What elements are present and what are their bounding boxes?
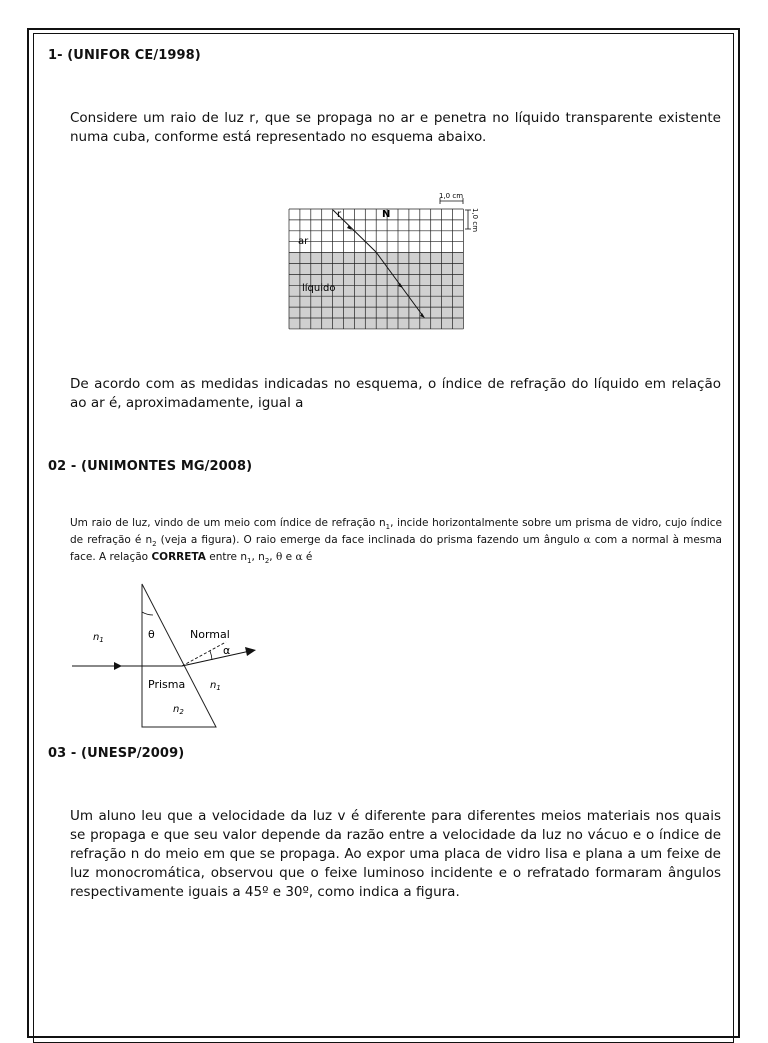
alpha-arc	[210, 651, 212, 660]
normal-label: N	[382, 209, 391, 220]
q1-heading: 1- (UNIFOR CE/1998)	[48, 48, 201, 63]
prisma-label: Prisma	[148, 678, 186, 691]
q1-text: Considere um raio de luz r, que se propaga no ar e penetra no líquido transparente existente numa cuba, conforme está representado no esquema abaixo.	[70, 110, 721, 145]
emergent-arrow	[245, 647, 256, 656]
q1-question: De acordo com as medidas indicadas no esquema, o índice de refração do líquido em relação ao ar é, aproximadamente, igual a	[70, 376, 721, 411]
emergent-ray	[182, 651, 250, 666]
scale-h-label: 1,0 cm	[439, 192, 464, 200]
liquid-label: líquido	[302, 283, 336, 294]
alpha-label: α	[223, 644, 231, 657]
theta-label: θ	[148, 628, 155, 641]
n1-left-label: $n_1$	[93, 632, 104, 644]
normal-text: Normal	[190, 628, 230, 641]
scale-v-label: 1,0 cm	[471, 208, 479, 233]
incident-arrow	[114, 662, 122, 670]
ray-label: r	[337, 209, 342, 220]
n2-label: $n_2$	[173, 704, 184, 716]
q1-refraction-figure	[283, 188, 488, 330]
correct-emphasis: CORRETA	[151, 551, 206, 564]
q2-heading: 02 - (UNIMONTES MG/2008)	[48, 459, 253, 474]
q2-text: Um raio de luz, vindo de um meio com índice de refração $n_1$, incide horizontalmente sobre um prisma de vidro, cujo índice de refração é $n_2$ (veja a figura). O raio emerge da face inclinada do prisma fazendo um ângulo α com a normal à mesma face. A relação CORRETA entre $n_1$, $n_2$, θ e α é	[70, 517, 722, 566]
n1-right-label: $n_1$	[210, 680, 221, 692]
q3-text: Um aluno leu que a velocidade da luz v é diferente para diferentes meios materiais nos quais se propaga e que seu valor depende da razão entre a velocidade da luz no vácuo e o índice de refração n do meio em que se propaga. Ao expor uma placa de vidro lisa e plana a um feixe de luz monocromática, observou que o feixe luminoso incidente e o refratado formaram ângulos respectivamente iguais a 45º e 30º, como indica a figura.	[70, 808, 721, 900]
air-label: ar	[298, 236, 309, 247]
q3-heading: 03 - (UNESP/2009)	[48, 746, 185, 761]
theta-arc	[142, 612, 153, 615]
q2-prism-figure	[70, 582, 270, 732]
normal-line	[182, 642, 226, 666]
